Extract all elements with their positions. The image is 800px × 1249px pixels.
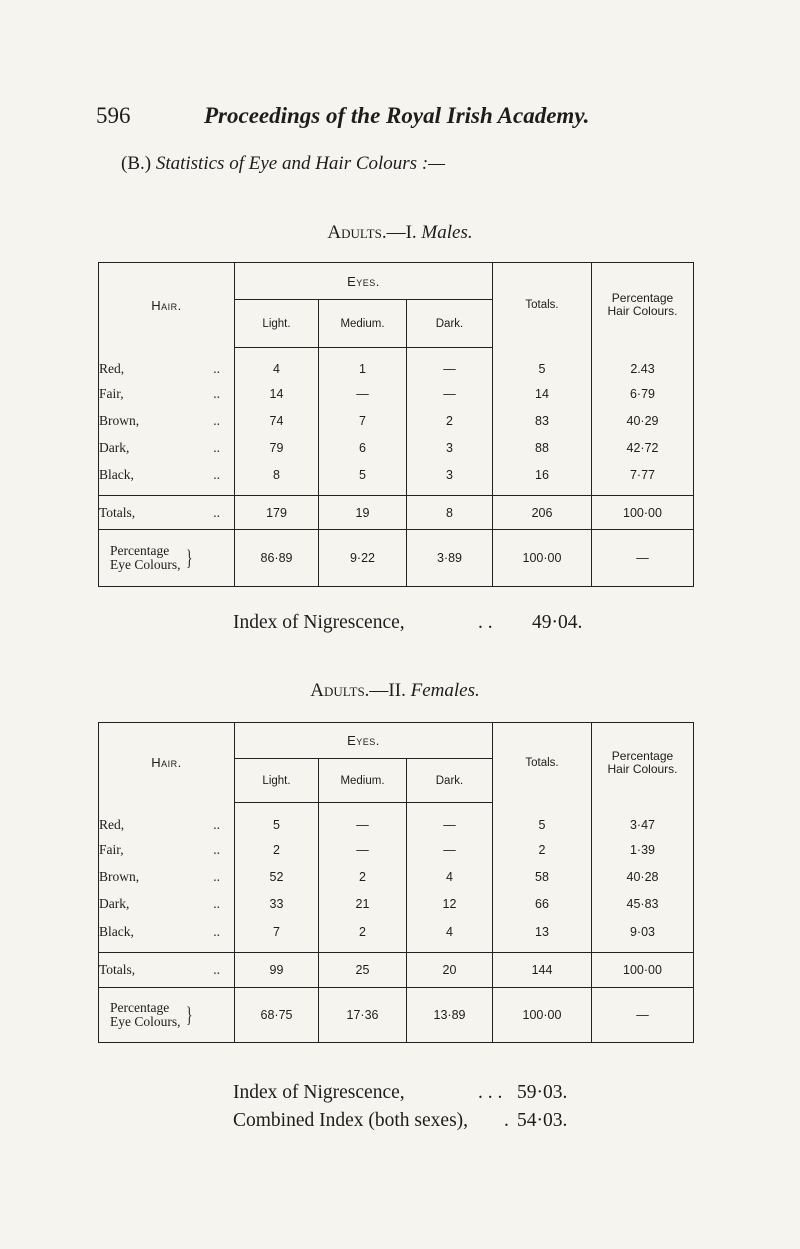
row-label: Brown, [99,413,140,428]
table-row [99,918,694,953]
table-row [99,408,694,435]
index-value: 49·04. [532,612,583,633]
index-line [233,612,663,634]
leader-dots: .. [213,869,220,884]
cell-total: 144 [493,953,592,988]
pct-eye-label [99,544,234,572]
cell-dark: 4 [407,918,493,953]
leader-dots: .. [213,816,220,832]
cell-light: 7 [235,918,319,953]
cell-medium: 9·22 [319,530,407,587]
row-label: Dark, [99,896,130,911]
light-header: Light. [235,300,319,348]
medium-header: Medium. [319,759,407,803]
dark-header: Dark. [407,759,493,803]
table-caption-females [0,680,795,702]
section-title: Statistics of Eye and Hair Colours :— [155,153,446,174]
totals-header: Totals. [493,723,592,803]
cell-medium: 5 [319,462,407,496]
pct-eye-label-line1: Percentage [110,543,170,558]
cell-light: 99 [235,953,319,988]
journal-title: Proceedings of the Royal Irish Academy. [204,103,590,128]
page-number: 596 [96,103,131,128]
pct-eye-row [99,988,694,1043]
leader-dots: .. [213,923,220,939]
table-caption-males [0,222,800,244]
cell-pct: 7·77 [629,468,656,483]
cell-pct: 1·39 [629,843,656,857]
table-row [99,380,694,408]
cell-light: 14 [235,380,319,408]
cell-dark: 20 [407,953,493,988]
row-label: Brown, [99,869,140,884]
cell-medium: — [319,380,407,408]
cell-pct: 100·00 [592,496,694,530]
leader-dots: .. [213,385,220,401]
leader-dots: .. [213,413,220,428]
index-line [233,1082,673,1104]
index-value: 59·03. [517,1082,568,1103]
cell-total: 2 [493,837,592,864]
cell-light: 68·75 [235,988,319,1043]
index-label: Index of Nigrescence, [233,612,405,633]
hair-header: Hair. [99,723,235,803]
dark-header: Dark. [407,300,493,348]
cell-medium: 1 [319,348,407,380]
pct-hair-header-line1: Percentage [611,291,674,306]
cell-dark: 12 [407,891,493,918]
pct-eye-label-line1: Percentage [110,1000,170,1015]
cell-pct: 9·03 [629,924,656,939]
cell-light: 2 [235,837,319,864]
cell-total: 206 [493,496,592,530]
cell-dark: 4 [407,864,493,891]
cell-medium: 6 [319,435,407,462]
cell-light: 8 [235,462,319,496]
cell-dark: 3 [407,462,493,496]
cell-total: 5 [493,348,592,380]
table-row [99,803,694,837]
cell-pct: — [592,988,694,1043]
row-label: Red, [99,360,125,376]
row-label: Black, [99,923,134,939]
cell-medium: 19 [319,496,407,530]
caption-prefix: Adults.—II. [310,680,406,701]
pct-eye-label-line2: Eye Colours, [110,1014,181,1029]
cell-pct: 100·00 [592,953,694,988]
index-label: Combined Index (both sexes), [233,1110,469,1131]
cell-light: 5 [235,803,319,837]
section-label: (B.) [121,153,152,174]
hair-header: Hair. [99,263,235,348]
table-row [99,348,694,380]
table-row [99,891,694,918]
leader-dots: . . . [478,1082,503,1103]
females-table [98,722,694,1043]
cell-total: 13 [493,918,592,953]
cell-light: 86·89 [235,530,319,587]
caption-title: Females. [410,680,480,701]
light-header: Light. [235,759,319,803]
medium-header: Medium. [319,300,407,348]
leader-dots: .. [213,842,220,857]
cell-medium: — [319,803,407,837]
cell-total: 83 [493,408,592,435]
pct-eye-row [99,530,694,587]
cell-total: 66 [493,891,592,918]
cell-medium: 2 [319,864,407,891]
cell-light: 4 [235,348,319,380]
cell-pct: 40·29 [626,414,659,428]
brace-glyph: } [185,1002,192,1027]
cell-medium: 25 [319,953,407,988]
caption-title: Males. [421,222,473,243]
pct-eye-label-line2: Eye Colours, [110,557,181,572]
cell-medium: 2 [319,918,407,953]
pct-hair-header-line2: Hair Colours. [607,304,678,319]
cell-pct: — [592,530,694,587]
eyes-header: Eyes. [235,263,493,300]
leader-dots: .. [213,504,220,520]
cell-dark: 8 [407,496,493,530]
index-label: Index of Nigrescence, [233,1082,405,1103]
cell-dark: 2 [407,408,493,435]
leader-dots: . . [478,612,493,633]
cell-light: 79 [235,435,319,462]
running-header [96,103,616,137]
row-label: Totals, [99,962,136,977]
cell-dark: 13·89 [407,988,493,1043]
pct-hair-header [592,723,694,803]
totals-row [99,496,694,530]
cell-total: 14 [493,380,592,408]
index-line [233,1110,673,1132]
cell-pct: 2.43 [630,361,655,376]
table-row [99,837,694,864]
totals-header: Totals. [493,263,592,348]
cell-pct: 6·79 [629,386,656,401]
cell-dark: 3·89 [407,530,493,587]
row-label: Dark, [99,440,130,455]
cell-total: 100·00 [493,988,592,1043]
cell-pct: 40·28 [626,870,659,884]
cell-light: 52 [235,864,319,891]
section-heading [121,153,445,175]
eyes-header: Eyes. [235,723,493,759]
cell-dark: 3 [407,435,493,462]
totals-row [99,953,694,988]
leader-dots: . [504,1110,509,1131]
row-label: Red, [99,816,125,832]
caption-prefix: Adults.—I. [327,222,417,243]
leader-dots: .. [213,467,220,483]
cell-pct: 42·72 [626,441,659,455]
table-row [99,462,694,496]
leader-dots: .. [213,962,220,977]
cell-dark: — [407,803,493,837]
cell-medium: 17·36 [319,988,407,1043]
row-label: Black, [99,467,134,483]
cell-dark: — [407,380,493,408]
pct-hair-header-line1: Percentage [611,748,674,763]
cell-medium: 7 [319,408,407,435]
cell-medium: 21 [319,891,407,918]
cell-pct: 3·47 [629,817,656,832]
cell-total: 100·00 [493,530,592,587]
pct-eye-label [99,1001,234,1029]
cell-light: 33 [235,891,319,918]
cell-pct: 45·83 [626,897,659,911]
pct-hair-header-line2: Hair Colours. [607,761,678,776]
brace-glyph: } [185,545,192,570]
cell-total: 5 [493,803,592,837]
table-row [99,435,694,462]
cell-total: 58 [493,864,592,891]
pct-hair-header [592,263,694,348]
cell-medium: — [319,837,407,864]
cell-light: 179 [235,496,319,530]
cell-dark: — [407,348,493,380]
cell-dark: — [407,837,493,864]
row-label: Totals, [99,504,136,520]
cell-light: 74 [235,408,319,435]
leader-dots: .. [213,360,220,376]
row-label: Fair, [99,842,124,857]
table-row [99,864,694,891]
index-value: 54·03. [517,1110,568,1131]
row-label: Fair, [99,385,124,401]
cell-total: 88 [493,435,592,462]
leader-dots: .. [213,896,220,911]
leader-dots: .. [213,440,220,455]
males-table [98,262,694,587]
cell-total: 16 [493,462,592,496]
